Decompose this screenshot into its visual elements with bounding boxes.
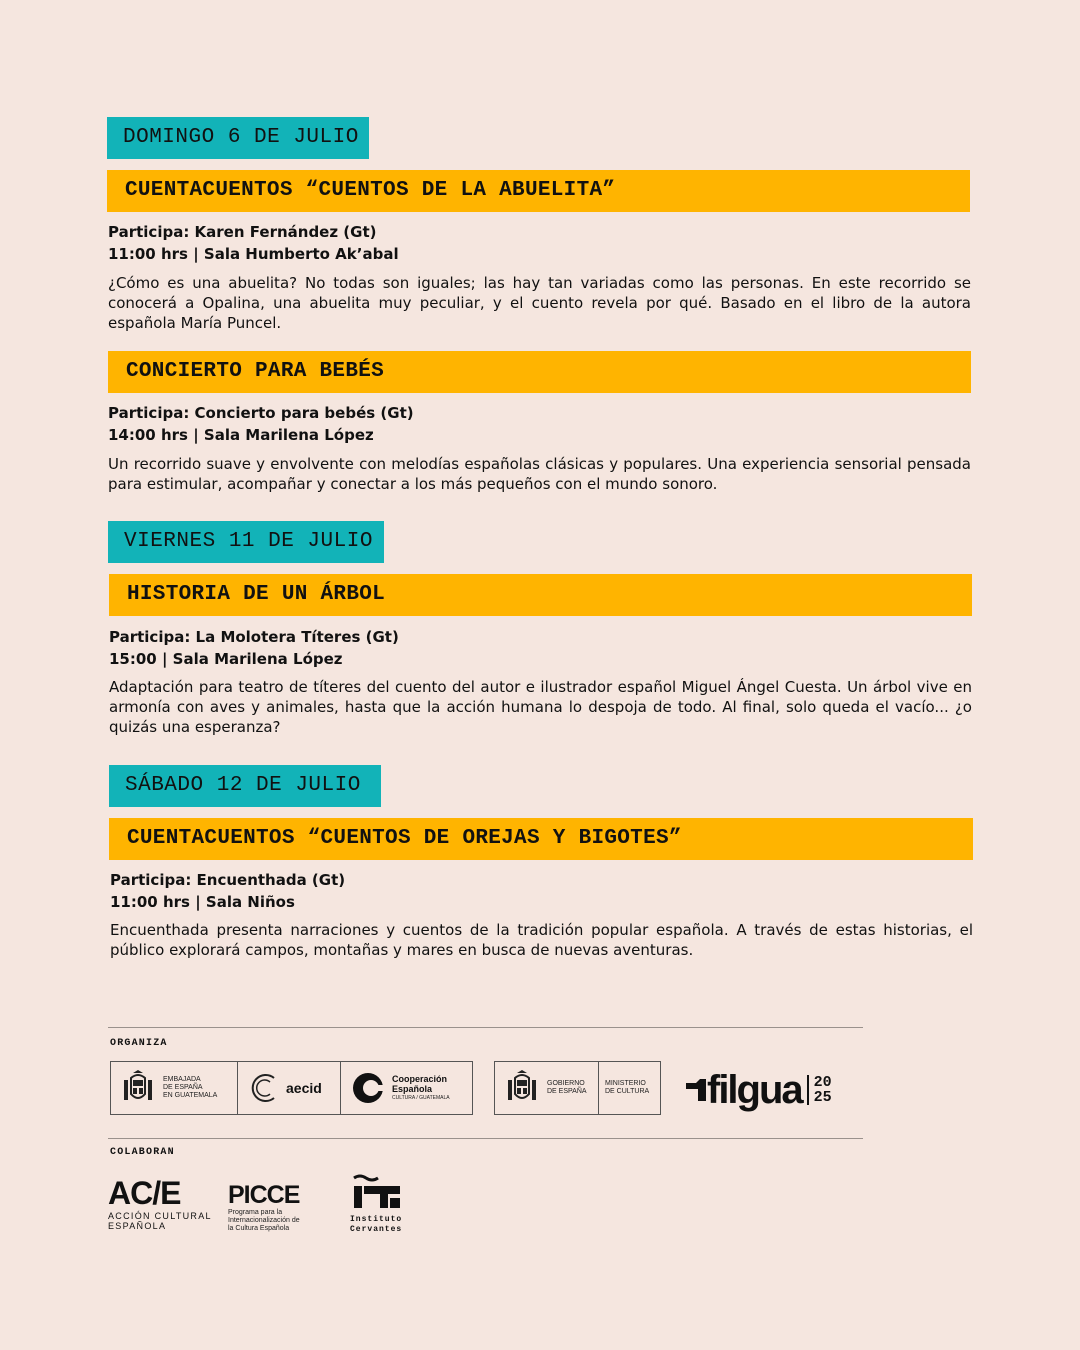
event-description: Encuenthada presenta narraciones y cuentos de la tradición popular española. A través de estas historias, el público explorará campos, montañas y mares en busca de nuevas aventuras. (110, 921, 973, 959)
event-description: Un recorrido suave y envolvente con melodías españolas clásicas y populares. Una experiencia sensorial pensada para estimular, acompañar y conectar a los más pequeños con el mundo sonoro. (108, 455, 971, 493)
filgua-wordmark: filgua (707, 1068, 802, 1112)
cooperacion-c-icon (351, 1071, 385, 1105)
event-participant: Participa: Karen Fernández (Gt) (108, 223, 377, 241)
gobierno-logo (495, 1062, 599, 1114)
aecid-text: aecid (286, 1080, 322, 1096)
aecid-c-icon (248, 1071, 280, 1105)
event-participant: Participa: Concierto para bebés (Gt) (108, 404, 414, 422)
event-meta (108, 402, 414, 446)
event-meta (108, 221, 399, 265)
cooperacion-logo (341, 1062, 472, 1114)
event-meta (110, 869, 345, 913)
organiza-label: ORGANIZA (110, 1038, 168, 1049)
event-title-bar: CUENTACUENTOS “CUENTOS DE LA ABUELITA” (107, 170, 970, 212)
filgua-book-icon (686, 1079, 706, 1101)
filgua-divider (807, 1075, 809, 1105)
date-tag-day-3: SÁBADO 12 DE JULIO (109, 765, 381, 807)
organizers-logo-group-2 (494, 1061, 661, 1115)
date-tag-day-2: VIERNES 11 DE JULIO (108, 521, 384, 563)
ministerio-text: MINISTERIO DE CULTURA (605, 1080, 650, 1095)
filgua-year: 20 25 (813, 1074, 832, 1106)
ministerio-logo (599, 1062, 660, 1114)
event-participant: Participa: La Molotera Títeres (Gt) (109, 628, 399, 646)
event-time-place: 14:00 hrs | Sala Marilena López (108, 426, 374, 444)
picce-logo (228, 1182, 300, 1233)
ace-wordmark: AC/E (108, 1175, 181, 1211)
coat-of-arms-icon (505, 1070, 539, 1106)
gobierno-text: GOBIERNO DE ESPAÑA (547, 1080, 587, 1095)
event-title-bar: HISTORIA DE UN ÁRBOL (109, 574, 972, 616)
event-description: ¿Cómo es una abuelita? No todas son iguales; las hay tan variadas como las personas. En este recorrido se conocerá a Opalina, una abuelita muy peculiar, y el cuento revela por qué. Basado en el libro de la autora española María Puncel. (108, 274, 971, 332)
picce-subtitle: Programa para la Internacionalización de la Cultura Española (228, 1209, 300, 1232)
date-tag-day-1: DOMINGO 6 DE JULIO (107, 117, 369, 159)
cooperacion-text: Cooperación Española CULTURA / GUATEMALA (392, 1074, 450, 1101)
embajada-text: EMBAJADA DE ESPAÑA EN GUATEMALA (163, 1076, 218, 1099)
ace-logo (108, 1177, 212, 1231)
event-time-place: 11:00 hrs | Sala Humberto Ak’abal (108, 245, 399, 263)
event-title-bar: CONCIERTO PARA BEBÉS (108, 351, 971, 393)
filgua-logo (686, 1066, 832, 1114)
event-description: Adaptación para teatro de títeres del cuento del autor e ilustrador español Miguel Ángel Cuesta. Un árbol vive en armonía con aves y animales, hasta que la acción humana lo despoja de todo. Al final, solo queda el vacío... ¿o quizás una esperanza? (109, 678, 972, 736)
event-time-place: 15:00 | Sala Marilena López (109, 650, 343, 668)
coat-of-arms-icon (121, 1070, 155, 1106)
event-time-place: 11:00 hrs | Sala Niños (110, 893, 295, 911)
event-meta (109, 626, 399, 670)
event-participant: Participa: Encuenthada (Gt) (110, 871, 346, 889)
event-title-bar: CUENTACUENTOS “CUENTOS DE OREJAS Y BIGOTES” (109, 818, 973, 860)
ace-subtitle: ACCIÓN CULTURAL ESPAÑOLA (108, 1211, 212, 1231)
cervantes-text: Instituto Cervantes (350, 1215, 403, 1234)
cervantes-icon (350, 1174, 404, 1210)
divider (108, 1138, 863, 1139)
cervantes-logo (350, 1174, 406, 1235)
divider (108, 1027, 863, 1028)
picce-wordmark: PICCE (228, 1181, 300, 1209)
embajada-logo (111, 1062, 238, 1114)
organizers-logo-group-1 (110, 1061, 473, 1115)
colaboran-label: COLABORAN (110, 1147, 175, 1158)
aecid-logo (238, 1062, 341, 1114)
